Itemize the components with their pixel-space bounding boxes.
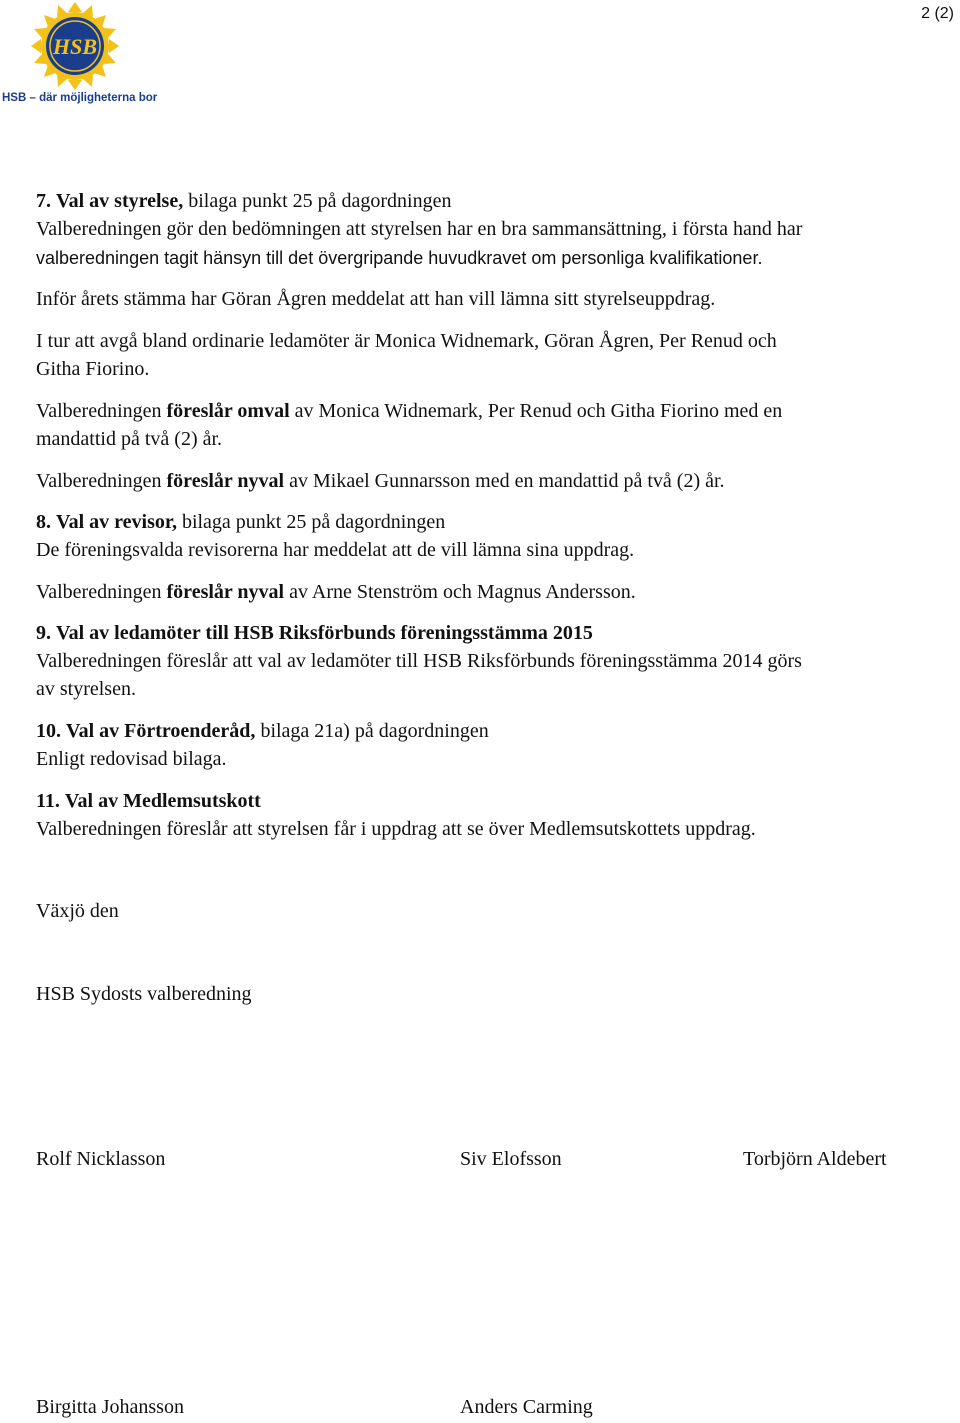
logo-tagline: HSB – där möjligheterna bor	[2, 92, 158, 104]
section-11-para-1: Valberedningen föreslår att styrelsen får i uppdrag att se över Medlemsutskottets uppdrag.	[36, 818, 756, 840]
section-11-heading-line	[36, 790, 261, 813]
section-10-heading: Val av Förtroenderåd,	[66, 720, 256, 742]
section-10-heading-line	[36, 720, 489, 743]
section-7-heading-rest: bilaga punkt 25 på dagordningen	[183, 190, 452, 212]
section-7-para-4-line-1	[36, 400, 782, 423]
section-8-heading-rest: bilaga punkt 25 på dagordningen	[176, 511, 446, 533]
section-8-para-1: De föreningsvalda revisorerna har meddelat att de vill lämna sina uppdrag.	[36, 539, 635, 561]
closing-place: Växjö den	[36, 900, 119, 922]
section-9-para-1-line-2: av styrelsen.	[36, 678, 136, 700]
section-7-para-3-line-1: I tur att avgå bland ordinarie ledamöter är Monica Widnemark, Göran Ågren, Per Renud och	[36, 330, 777, 352]
section-8-para-2-bold: föreslår nyval	[166, 581, 285, 603]
hsb-logo	[0, 0, 160, 112]
section-8-number: 8.	[36, 511, 51, 533]
section-11-number: 11.	[36, 790, 60, 812]
section-7-para-1-line-1: Valberedningen gör den bedömningen att styrelsen har en bra sammansättning, i första hand har	[36, 218, 803, 240]
section-7-heading-line	[36, 190, 452, 213]
section-10-para-1: Enligt redovisad bilaga.	[36, 748, 227, 770]
section-7-para-5-pre: Valberedningen	[36, 470, 167, 492]
signature-name: Birgitta Johansson	[36, 1396, 184, 1418]
section-9-heading: Val av ledamöter till HSB Riksförbunds föreningsstämma 2015	[56, 622, 593, 644]
closing-organization: HSB Sydosts valberedning	[36, 983, 252, 1005]
signature-name: Torbjörn Aldebert	[743, 1148, 887, 1170]
section-11-heading: Val av Medlemsutskott	[64, 790, 261, 812]
section-10-heading-rest: bilaga 21a) på dagordningen	[255, 720, 489, 742]
section-7-para-5	[36, 470, 725, 493]
section-7-para-2: Inför årets stämma har Göran Ågren meddelat att han vill lämna sitt styrelseuppdrag.	[36, 288, 716, 310]
section-7-para-4-pre: Valberedningen	[36, 400, 167, 422]
section-9-number: 9.	[36, 622, 51, 644]
page-number: 2 (2)	[921, 5, 954, 22]
section-10-number: 10.	[36, 720, 61, 742]
signature-name: Rolf Nicklasson	[36, 1148, 166, 1170]
section-7-para-4-bold: föreslår omval	[166, 400, 290, 422]
section-7-number: 7.	[36, 190, 51, 212]
section-8-para-2-post: av Arne Stenström och Magnus Andersson.	[284, 581, 636, 603]
section-7-para-5-bold: föreslår nyval	[166, 470, 285, 492]
signature-name: Siv Elofsson	[460, 1148, 562, 1170]
section-7-para-4-line-2: mandattid på två (2) år.	[36, 428, 223, 450]
section-8-para-2	[36, 581, 636, 604]
section-7-para-5-post: av Mikael Gunnarsson med en mandattid på två (2) år.	[284, 470, 725, 492]
section-9-heading-line	[36, 622, 593, 645]
section-8-heading-line	[36, 511, 445, 534]
section-7-heading: Val av styrelse,	[56, 190, 184, 212]
section-9-para-1-line-1: Valberedningen föreslår att val av ledamöter till HSB Riksförbunds föreningsstämma 2014 görs	[36, 650, 802, 672]
signature-name: Anders Carming	[460, 1396, 593, 1418]
hsb-emblem-icon	[0, 0, 160, 96]
section-8-heading: Val av revisor,	[56, 511, 177, 533]
section-7-para-1-line-2: valberedningen tagit hänsyn till det övergripande huvudkravet om personliga kvalifikationer.	[36, 248, 763, 268]
section-7-para-3-line-2: Githa Fiorino.	[36, 358, 150, 380]
section-7-para-4-post: av Monica Widnemark, Per Renud och Githa Fiorino med en	[289, 400, 783, 422]
section-8-para-2-pre: Valberedningen	[36, 581, 167, 603]
logo-emblem-text: HSB	[52, 34, 98, 59]
